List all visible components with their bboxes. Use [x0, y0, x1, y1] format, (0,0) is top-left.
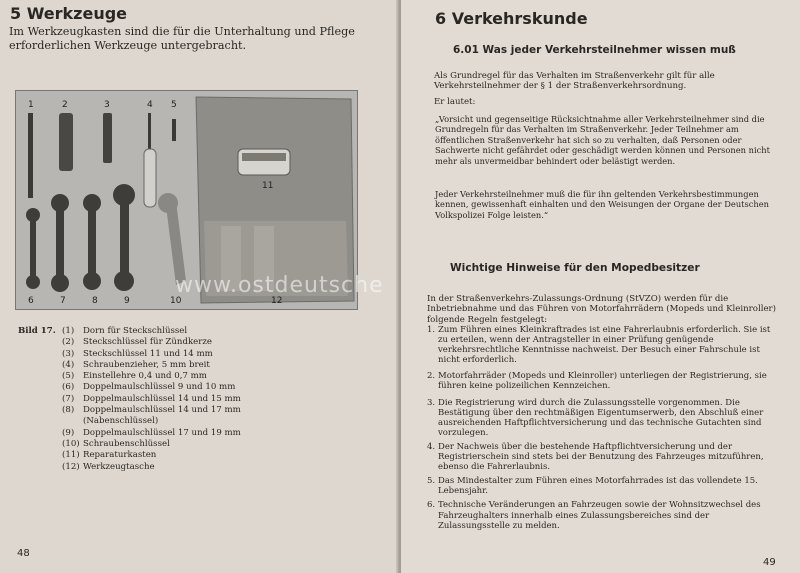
caption-text: Doppelmaulschlüssel 9 und 10 mm [83, 382, 236, 393]
caption-text: Dorn für Steckschlüssel [83, 326, 188, 336]
caption-row [18, 450, 378, 461]
caption-number: (10) [62, 438, 80, 449]
caption-text: Schraubenzieher, 5 mm breit [83, 359, 210, 370]
rule-text: Zum Führen eines Kleinkraftrades ist eine Fahrerlaubnis erforderlich. Sie ist zu erteilen, wenn der Antragsteller in einer Prüfung genügende verkehrsrechtliche Kenntnisse nachweist. Der Besuch einer Fahrschule ist nicht erforderlich. [438, 325, 771, 366]
quote-paragraph-1: „Vorsicht und gegenseitige Rücksichtnahme aller Verkehrsteilnehmer sind die Grundregeln für das Verhalten im Straßenverkehr. Jeder Teilnehmer am öffentlichen Straßenverkehr hat sich so zu verhalten, daß Personen oder Sachwerte nicht gefährdet oder geschädigt werden können und Personen nicht mehr als unvermeidbar behindert oder belästigt werden. [435, 114, 770, 166]
caption-row [18, 360, 378, 371]
page-number-left: 48 [17, 548, 30, 559]
section-heading-werkzeuge: 5 Werkzeuge [10, 4, 128, 23]
figure-label: 7 [60, 296, 66, 306]
caption-number [62, 416, 83, 427]
wrench-7 [56, 206, 64, 281]
dorn-tool [28, 113, 33, 198]
caption-row [18, 382, 378, 393]
caption-number: (9) [62, 427, 75, 438]
caption-figure-label: Bild 17. [18, 326, 56, 336]
rule-number: 6. [427, 500, 436, 511]
caption-row [18, 371, 378, 382]
rule-number: 4. [427, 441, 436, 452]
rule-item [427, 442, 779, 472]
figure-label: 8 [92, 296, 98, 306]
spark-plug-socket [59, 113, 73, 171]
rule-item [427, 500, 779, 530]
figure-label: 5 [171, 100, 177, 110]
figure-label: 12 [271, 296, 283, 306]
figure-label: 1 [28, 100, 34, 110]
quote-paragraph-2: Jeder Verkehrsteilnehmer muß die für ihn geltenden Verkehrsbestimmungen kennen, gewissenhaft einhalten und den Weisungen der Organe der Deutschen Volkspolizei Folge leisten.“ [435, 189, 770, 220]
rules-list [427, 325, 779, 535]
caption-row [18, 349, 378, 360]
figure-label: 3 [104, 100, 110, 110]
subsection-heading: 6.01 Was jeder Verkehrsteilnehmer wissen muß [453, 44, 736, 56]
intro-paragraph: Im Werkzeugkasten sind die für die Unterhaltung und Pflege erforderlichen Werkzeuge untergebracht. [9, 25, 355, 52]
rule-item [427, 398, 779, 438]
caption-number: (4) [62, 359, 75, 370]
caption-number: (11) [62, 450, 80, 461]
caption-row [18, 462, 378, 473]
socket-wrench [103, 113, 112, 163]
caption-row [18, 405, 378, 416]
er-lautet-label: Er lautet: [434, 97, 476, 107]
caption-row [18, 439, 378, 450]
caption-row [18, 337, 378, 348]
repair-kit-band [242, 153, 286, 161]
caption-text: Doppelmaulschlüssel 14 und 15 mm [83, 393, 241, 404]
rule-item [427, 325, 779, 365]
caption-text: Doppelmaulschlüssel 14 und 17 mm [83, 405, 241, 416]
caption-number: (5) [62, 371, 75, 382]
feeler-gauge [172, 119, 176, 141]
caption-number: (2) [62, 337, 75, 348]
rule-text: Technische Veränderungen an Fahrzeugen sowie der Wohnsitzwechsel des Fahrzeughalters innerhalb eines Zulassungsbereiches sind der Zulassungsstelle zu melden. [438, 500, 761, 531]
figure-label: 11 [262, 181, 274, 191]
section-heading-verkehrskunde: 6 Verkehrskunde [435, 9, 588, 28]
caption-row [18, 326, 378, 337]
rule-text: Der Nachweis über die bestehende Haftpflichtversicherung und der Registrierschein sind stets bei der Benutzung des Fahrzeuges mitzuführen, ebenso die Fahrerlaubnis. [438, 441, 764, 473]
caption-text: Schraubenschlüssel [83, 438, 170, 449]
caption-text: Steckschlüssel für Zündkerze [83, 337, 212, 348]
wrench-9 [120, 199, 129, 277]
screwdriver-shaft [148, 113, 151, 153]
screwdriver-handle [144, 149, 156, 207]
rule-text: Die Registrierung wird durch die Zulassungsstelle vorgenommen. Die Bestätigung über den rechtmäßigen Eigentumserwerb, den Abschluß einer ausreichenden Haftpflichtversicherung und das technische Gutachten sind vorzulegen. [438, 397, 764, 438]
caption-number: (7) [62, 393, 75, 404]
figure-label: 10 [170, 296, 182, 306]
page-number-right: 49 [763, 557, 776, 568]
caption-text: (Nabenschlüssel) [83, 416, 159, 427]
rule-number: 2. [427, 371, 436, 382]
grundregel-paragraph: Als Grundregel für das Verhalten im Straßenverkehr gilt für alle Verkehrsteilnehmer der § 1 der Straßenverkehrsordnung. [434, 71, 715, 92]
caption-number: (1) [62, 326, 75, 336]
caption-text: Steckschlüssel 11 und 14 mm [83, 348, 213, 359]
figure-label: 2 [62, 100, 68, 110]
moped-hints-heading: Wichtige Hinweise für den Mopedbesitzer [450, 262, 700, 274]
stvzo-paragraph: In der Straßenverkehrs-Zulassungs-Ordnung (StVZO) werden für die Inbetriebnahme und das Führen von Motorfahrrädern (Mopeds und Kleinroller) folgende Regeln festgelegt: [427, 294, 776, 325]
wrench-6 [30, 216, 36, 281]
rule-number: 1. [427, 325, 436, 335]
caption-number: (8) [62, 405, 75, 416]
figure-caption-list [18, 326, 378, 473]
caption-text: Reparaturkasten [83, 450, 157, 461]
wrench-8 [88, 206, 96, 279]
caption-text: Doppelmaulschlüssel 17 und 19 mm [83, 427, 241, 438]
figure-label: 4 [147, 100, 153, 110]
figure-label: 9 [124, 296, 130, 306]
rule-number: 5. [427, 476, 436, 487]
left-page [0, 0, 399, 573]
watermark: www.ostdeutsche [175, 273, 384, 298]
caption-text: Werkzeugtasche [83, 461, 155, 472]
figure-label: 6 [28, 296, 34, 306]
repair-kit [238, 149, 290, 175]
caption-row [18, 416, 378, 427]
rule-item [427, 371, 779, 391]
caption-row [18, 428, 378, 439]
caption-number: (12) [62, 461, 80, 472]
caption-text: Einstellehre 0,4 und 0,7 mm [83, 371, 207, 382]
rule-number: 3. [427, 397, 436, 408]
rule-item [427, 476, 779, 496]
rule-text: Motorfahrräder (Mopeds und Kleinroller) unterliegen der Registrierung, sie führen keine polizeilichen Kennzeichen. [438, 371, 767, 392]
right-page [401, 0, 800, 573]
rule-text: Das Mindestalter zum Führen eines Motorfahrrades ist das vollendete 15. Lebensjahr. [438, 476, 758, 497]
caption-row [18, 394, 378, 405]
caption-number: (6) [62, 382, 75, 393]
caption-number: (3) [62, 348, 75, 359]
